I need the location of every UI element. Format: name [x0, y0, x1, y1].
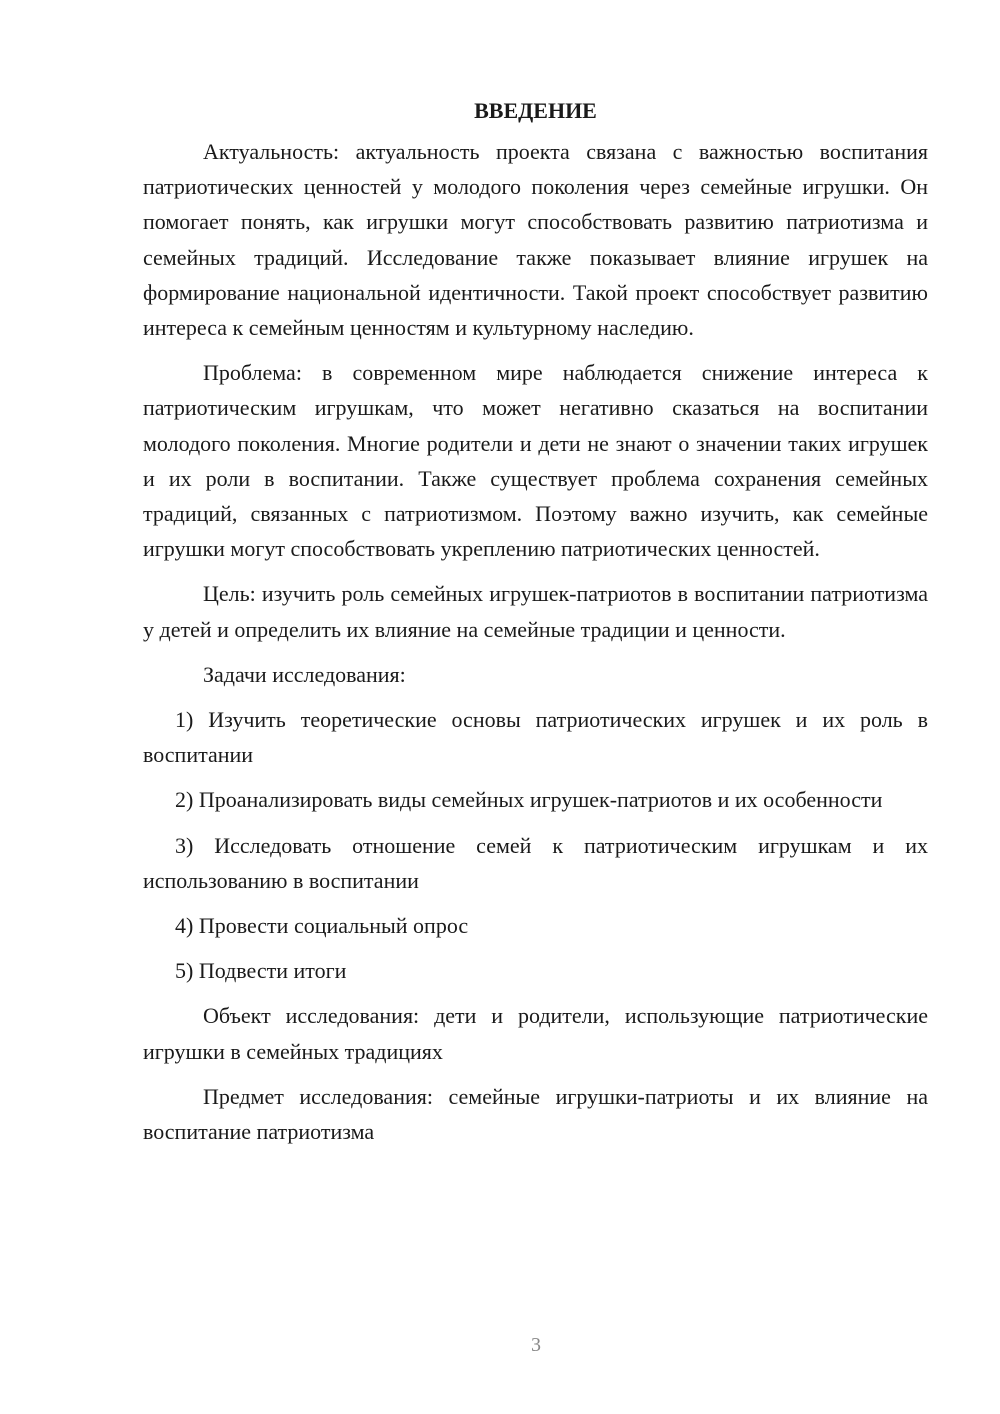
object-paragraph: Объект исследования: дети и родители, использующие патриотические игрушки в семейных традициях — [143, 1003, 928, 1064]
task-item: 3) Исследовать отношение семей к патриотическим игрушкам и их использованию в воспитании — [143, 832, 928, 893]
relevance-paragraph: Актуальность: актуальность проекта связана с важностью воспитания патриотических ценностей у молодого поколения через семейные игрушки. Он помогает понять, как игрушки могут способствовать развитию патриотизма и семейных традиций. Исследование также показывает влияние игрушек на формирование национальной идентичности. Такой проект способствует развитию интереса к семейным ценностям и культурному наследию. — [143, 139, 928, 341]
page-number: 3 — [531, 1334, 541, 1356]
page-title: ВВЕДЕНИЕ — [474, 98, 597, 123]
tasks-heading: Задачи исследования: — [203, 661, 406, 687]
goal-paragraph: Цель: изучить роль семейных игрушек-патриотов в воспитании патриотизма у детей и определить их влияние на семейные традиции и ценности. — [143, 581, 928, 642]
subject-paragraph: Предмет исследования: семейные игрушки-патриоты и их влияние на воспитание патриотизма — [143, 1083, 928, 1145]
problem-paragraph: Проблема: в современном мире наблюдается снижение интереса к патриотическим игрушкам, что может негативно сказаться на воспитании молодого поколения. Многие родители и дети не знают о значении таких игрушек и их роли в воспитании. Также существует проблема сохранения семейных традиций, связанных с патриотизмом. Поэтому важно изучить, как семейные игрушки могут способствовать укреплению патриотических ценностей. — [143, 360, 928, 562]
task-item: 2) Проанализировать виды семейных игрушек-патриотов и их особенности — [175, 787, 883, 813]
page-content — [143, 96, 928, 1159]
task-item: 1) Изучить теоретические основы патриотических игрушек и их роль в воспитании — [143, 707, 928, 768]
task-item: 4) Провести социальный опрос — [175, 913, 469, 939]
task-item: 5) Подвести итоги — [175, 958, 347, 984]
